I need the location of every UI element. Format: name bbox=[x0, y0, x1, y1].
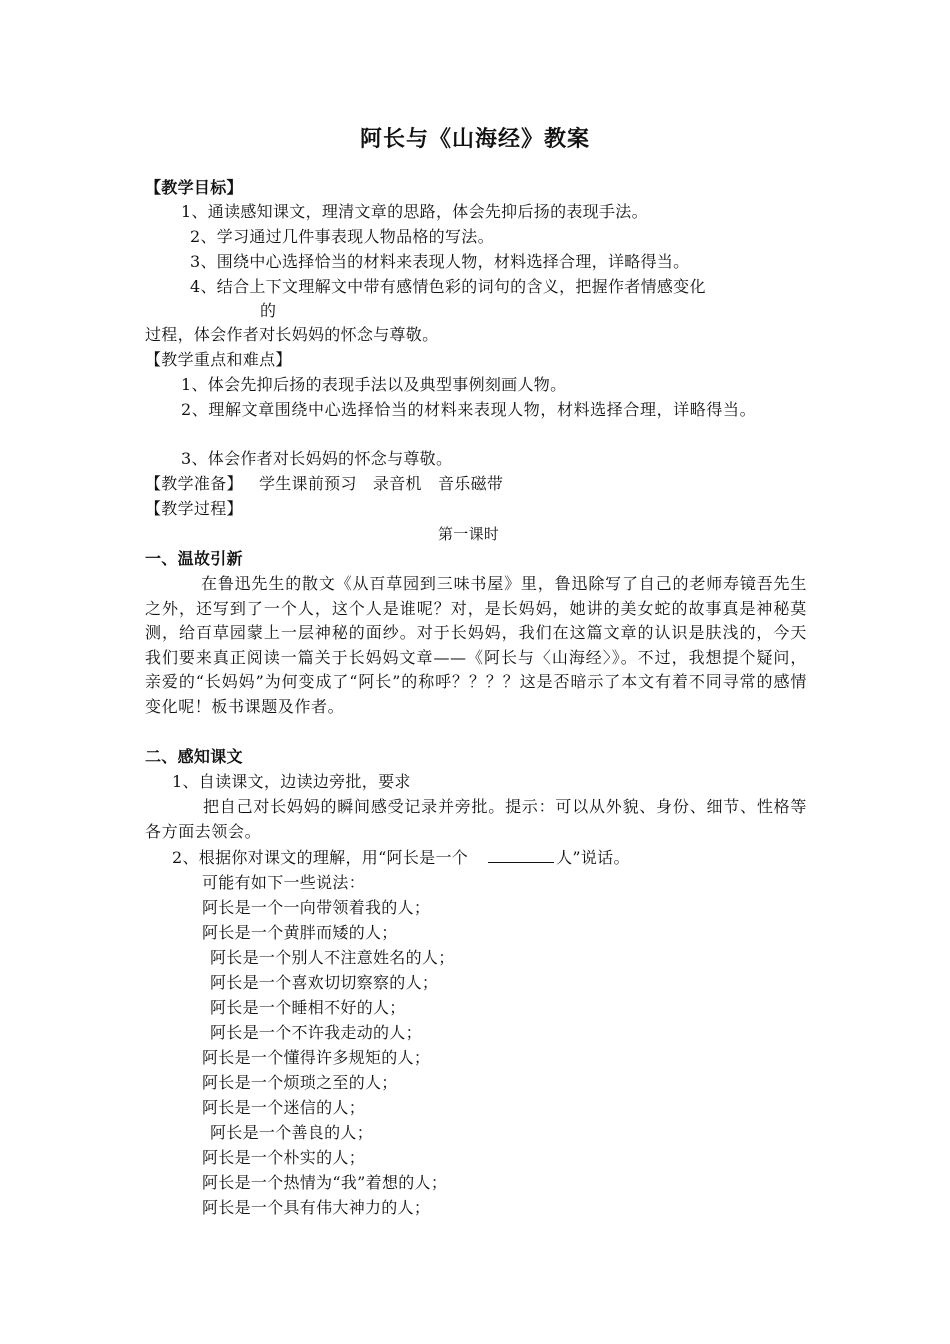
saying-item: 阿长是一个别人不注意姓名的人； bbox=[210, 948, 455, 967]
item2-prefix: 2、根据你对课文的理解，用“阿长是一个 bbox=[172, 848, 469, 867]
saying-item: 阿长是一个一向带领着我的人； bbox=[202, 898, 431, 917]
section1-paragraph: 在鲁迅先生的散文《从百草园到三味书屋》里，鲁迅除写了自己的老师寿镜吾先生之外，还写到了一个人，这个人是谁呢？对，是长妈妈，她讲的美女蛇的故事真是神秘莫测，给百草园蒙上一层神秘的面纱。对于长妈妈，我们在这篇文章的认识是肤浅的，今天我们要来真正阅读一篇关于长妈妈文章——《阿长与〈山海经〉》。不过，我想提个疑问，亲爱的“长妈妈”为何变成了“阿长”的称呼？？？？这是否暗示了本文有着不同寻常的感情变化呢！板书课题及作者。 bbox=[145, 574, 807, 716]
section1-heading: 一、温故引新 bbox=[145, 549, 243, 568]
goal-item-4: 4、结合上下文理解文中带有感情色彩的词句的含义，把握作者情感变化 bbox=[190, 277, 706, 296]
section2-item2 bbox=[172, 846, 630, 871]
preparation-line: 【教学准备】 学生课前预习 录音机 音乐磁带 bbox=[145, 474, 504, 493]
key-point-3: 3、体会作者对长妈妈的怀念与尊敬。 bbox=[181, 449, 453, 468]
saying-item: 阿长是一个迷信的人； bbox=[202, 1098, 366, 1117]
saying-item: 阿长是一个懂得许多规矩的人； bbox=[202, 1048, 431, 1067]
key-point-2: 2、理解文章围绕中心选择恰当的材料来表现人物，材料选择合理，详略得当。 bbox=[181, 400, 757, 419]
goal-item-3: 3、围绕中心选择恰当的材料来表现人物，材料选择合理，详略得当。 bbox=[190, 252, 690, 271]
goal-item-4-cont: 过程，体会作者对长妈妈的怀念与尊敬。 bbox=[145, 325, 439, 344]
saying-item: 阿长是一个具有伟大神力的人； bbox=[202, 1198, 431, 1217]
document-title: 阿长与《山海经》教案 bbox=[359, 126, 590, 152]
lesson-label: 第一课时 bbox=[438, 525, 500, 543]
process-heading: 【教学过程】 bbox=[145, 499, 243, 518]
fill-blank bbox=[488, 848, 554, 863]
saying-item: 阿长是一个黄胖而矮的人； bbox=[202, 923, 398, 942]
saying-item: 阿长是一个热情为“我”着想的人； bbox=[202, 1173, 448, 1192]
goals-heading: 【教学目标】 bbox=[145, 178, 243, 197]
saying-item: 阿长是一个烦琐之至的人； bbox=[202, 1073, 398, 1092]
goal-item-2: 2、学习通过几件事表现人物品格的写法。 bbox=[190, 227, 494, 246]
goal-item-1: 1、通读感知课文，理清文章的思路，体会先抑后扬的表现手法。 bbox=[181, 202, 648, 221]
section2-item1-detail: 把自己对长妈妈的瞬间感受记录并旁批。提示：可以从外貌、身份、细节、性格等各方面去领会。 bbox=[145, 797, 807, 841]
saying-item: 阿长是一个朴实的人； bbox=[202, 1148, 366, 1167]
section2-heading: 二、感知课文 bbox=[145, 747, 243, 766]
sayings-intro: 可能有如下一些说法： bbox=[202, 873, 366, 892]
key-point-1: 1、体会先抑后扬的表现手法以及典型事例刻画人物。 bbox=[181, 375, 567, 394]
saying-item: 阿长是一个睡相不好的人； bbox=[210, 998, 406, 1017]
goal-item-4-wrap: 的 bbox=[260, 301, 277, 320]
saying-item: 阿长是一个喜欢切切察察的人； bbox=[210, 973, 439, 992]
saying-item: 阿长是一个善良的人； bbox=[210, 1123, 374, 1142]
key-points-heading: 【教学重点和难点】 bbox=[145, 350, 292, 369]
item2-suffix: 人”说话。 bbox=[556, 848, 630, 867]
saying-item: 阿长是一个不许我走动的人； bbox=[210, 1023, 422, 1042]
section2-item1: 1、自读课文，边读边旁批，要求 bbox=[172, 772, 411, 791]
